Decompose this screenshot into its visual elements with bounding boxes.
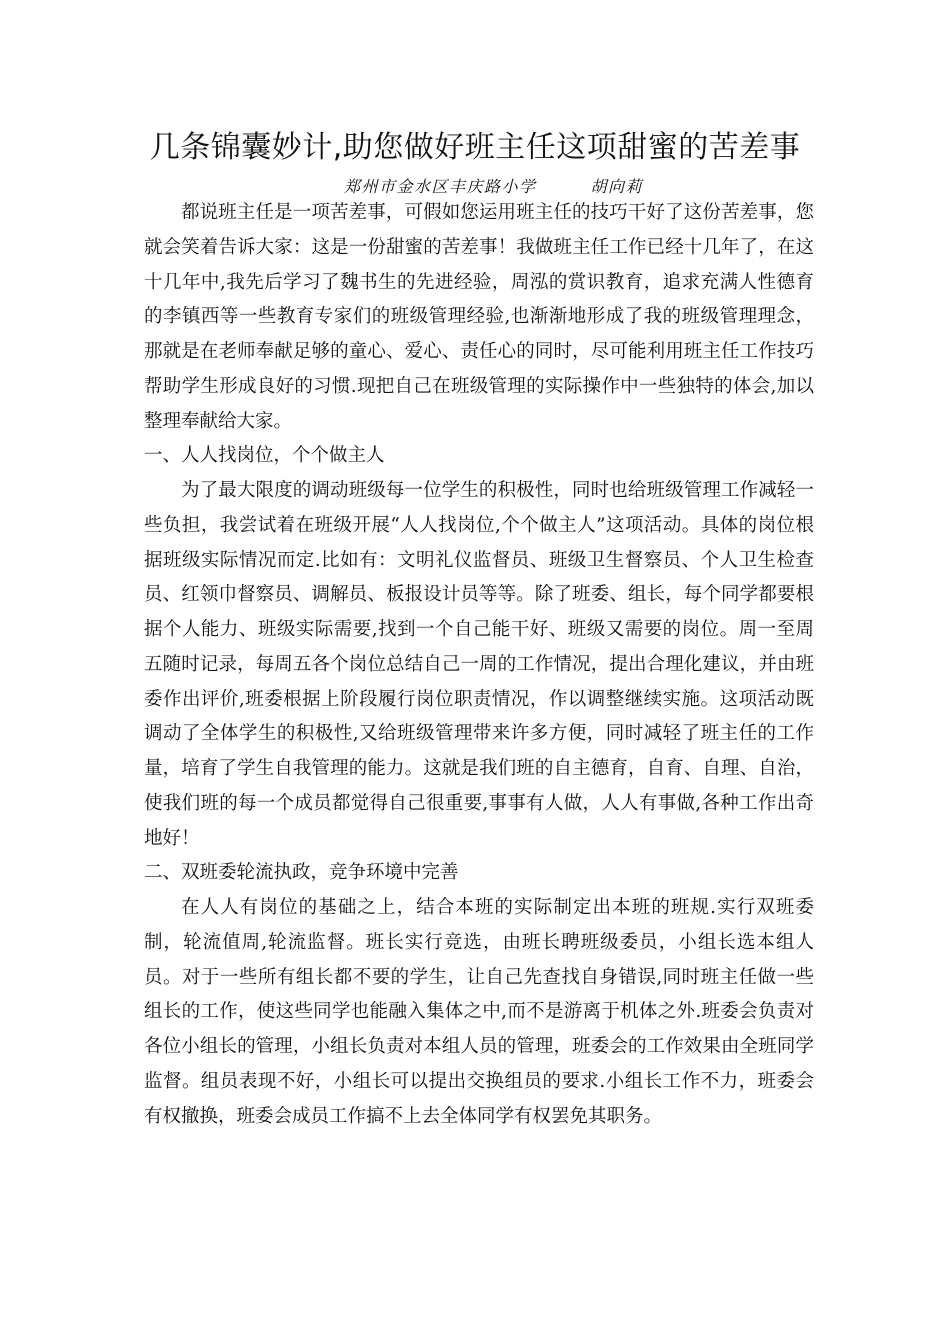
body-paragraph: 都说班主任是一项苦差事，可假如您运用班主任的技巧干好了这份苦差事，您就会笑着告诉大家：这是一份甜蜜的苦差事！我做班主任工作已经十几年了，在这十几年中,我先后学习了魏书生的先进经验，周泓的赏识教育，追求充满人性德育的李镇西等一些教育专家们的班级管理经验,也渐渐地形成了我的班级管理理念，那就是在老师奉献足够的童心、爱心、责任心的同时，尽可能利用班主任工作技巧帮助学生形成良好的习惯.现把自己在班级管理的实际操作中一些独特的体会,加以整理奉献给大家。 xyxy=(144,202,814,432)
document-title: 几条锦囊妙计,助您做好班主任这项甜蜜的苦差事 xyxy=(149,130,801,165)
section-heading: 一、人人找岗位，个个做主人 xyxy=(144,445,385,467)
document-body xyxy=(144,196,814,1134)
author-name: 胡向莉 xyxy=(590,177,644,196)
school-name: 郑州市金水区丰庆路小学 xyxy=(344,177,537,196)
body-paragraph: 为了最大限度的调动班级每一位学生的积极性，同时也给班级管理工作减轻一些负担，我尝试着在班级开展“人人找岗位,个个做主人”这项活动。具体的岗位根据班级实际情况而定.比如有：文明礼仪监督员、班级卫生督察员、个人卫生检查员、红领巾督察员、调解员、板报设计员等等。除了班委、组长，每个同学都要根据个人能力、班级实际需要,找到一个自己能干好、班级又需要的岗位。周一至周五随时记录，每周五各个岗位总结自己一周的工作情况，提出合理化建议，并由班委作出评价,班委根据上阶段履行岗位职责情况，作以调整继续实施。这项活动既调动了全体学生的积极性,又给班级管理带来许多方便，同时减轻了班主任的工作量，培育了学生自我管理的能力。这就是我们班的自主德育，自育、自理、自治，使我们班的每一个成员都觉得自己很重要,事事有人做，人人有事做,各种工作出奇地好！ xyxy=(144,480,814,849)
body-paragraph: 在人人有岗位的基础之上，结合本班的实际制定出本班的班规.实行双班委制，轮流值周,轮流监督。班长实行竞选，由班长聘班级委员，小组长选本组人员。对于一些所有组长都不要的学生，让自己先查找自身错误,同时班主任做一些组长的工作，使这些同学也能融入集体之中,而不是游离于机体之外.班委会负责对各位小组长的管理，小组长负责对本组人员的管理，班委会的工作效果由全班同学监督。组员表现不好，小组长可以提出交换组员的要求.小组长工作不力，班委会有权撤换，班委会成员工作搞不上去全体同学有权罢免其职务。 xyxy=(144,897,814,1127)
section-heading: 二、双班委轮流执政，竞争环境中完善 xyxy=(144,862,459,884)
